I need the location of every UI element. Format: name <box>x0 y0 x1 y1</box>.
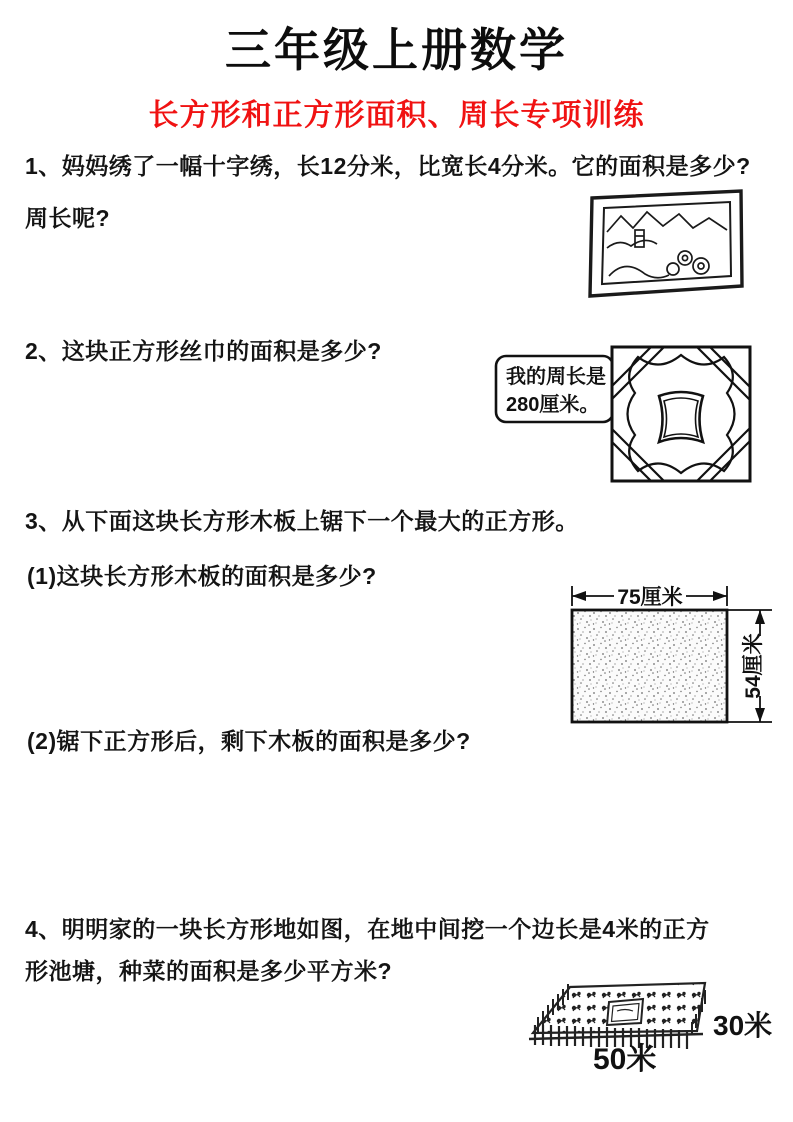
question-3-text: 3、从下面这块长方形木板上锯下一个最大的正方形。 <box>25 508 579 534</box>
question-3-part2: (2)锯下正方形后，剩下木板的面积是多少? <box>27 728 471 754</box>
question-4-line1: 4、明明家的一块长方形地如图，在地中间挖一个边长是4米的正方 <box>25 916 710 942</box>
question-1-line1: 1、妈妈绣了一幅十字绣，长12分米，比宽长4分米。它的面积是多少? <box>25 153 751 179</box>
question-1-line2: 周长呢? <box>25 205 111 231</box>
question-4-line2: 形池塘，种菜的面积是多少平方米? <box>25 958 393 984</box>
field-bottom-label: 50米 <box>593 1043 657 1076</box>
pond <box>607 999 643 1025</box>
board-height-label: 54厘米 <box>742 633 765 699</box>
page-title: 三年级上册数学 <box>225 24 568 76</box>
field-side-label: 30米 <box>713 1010 773 1041</box>
question-2-text: 2、这块正方形丝巾的面积是多少? <box>25 338 382 364</box>
bubble-text-line2: 280厘米。 <box>506 394 600 416</box>
board-surface <box>572 610 727 722</box>
board-width-label: 75厘米 <box>617 586 683 609</box>
page-subtitle: 长方形和正方形面积、周长专项训练 <box>148 99 645 132</box>
bubble-text-line1: 我的周长是 <box>506 366 606 388</box>
vegetable-field-diagram <box>525 975 793 1080</box>
cross-stitch-picture <box>585 186 747 304</box>
silk-scarf-illustration <box>607 341 755 487</box>
question-3-part1: (1)这块长方形木板的面积是多少? <box>27 563 377 589</box>
wood-board-diagram <box>560 578 793 746</box>
